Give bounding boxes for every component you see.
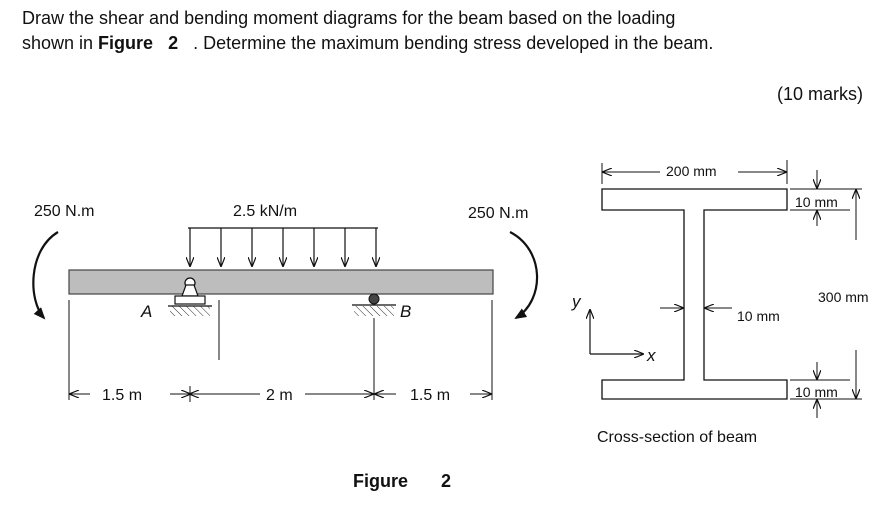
depth-label: 300 mm (818, 289, 869, 305)
figure-caption-word: Figure (353, 471, 409, 491)
dimension-left-label: 1.5 m (102, 387, 143, 404)
right-moment-arrow (510, 232, 537, 318)
marks-label: (10 marks) (776, 84, 863, 104)
dimension-extension-lines (69, 300, 492, 400)
distributed-load-label: 2.5 kN/m (233, 203, 298, 220)
distributed-load-arrows (188, 228, 378, 266)
bottom-flange-thickness-label: 10 mm (795, 384, 838, 400)
dimension-mid-label: 2 m (266, 387, 293, 404)
axis-x-label: x (647, 346, 656, 365)
support-b-label: B (400, 302, 412, 321)
question-line-1-text: Draw the shear and bending moment diagrams for the beam based on the loading (22, 8, 676, 28)
web-thickness-label: 10 mm (737, 308, 780, 324)
figure-caption-number: 2 (441, 471, 452, 491)
question-figure-number: 2 (168, 33, 179, 53)
section-axes (590, 310, 643, 354)
question-line-2-suffix: . Determine the maximum bending stress developed in the beam. (193, 33, 714, 53)
beam-body (69, 270, 493, 294)
flange-width-label: 200 mm (666, 163, 717, 179)
axis-y-label: y (572, 292, 581, 311)
support-b-roller (352, 294, 396, 316)
dimension-right-label: 1.5 m (410, 387, 451, 404)
question-line-2-prefix: shown in (22, 33, 99, 53)
i-beam-section (602, 189, 787, 399)
left-moment-label: 250 N.m (34, 203, 95, 220)
right-moment-label: 250 N.m (468, 205, 529, 222)
section-caption: Cross-section of beam (597, 429, 758, 446)
top-flange-thickness-label: 10 mm (795, 194, 838, 210)
left-moment-arrow (33, 232, 58, 318)
support-a-label: A (141, 302, 153, 321)
question-figure-word: Figure (98, 33, 154, 53)
